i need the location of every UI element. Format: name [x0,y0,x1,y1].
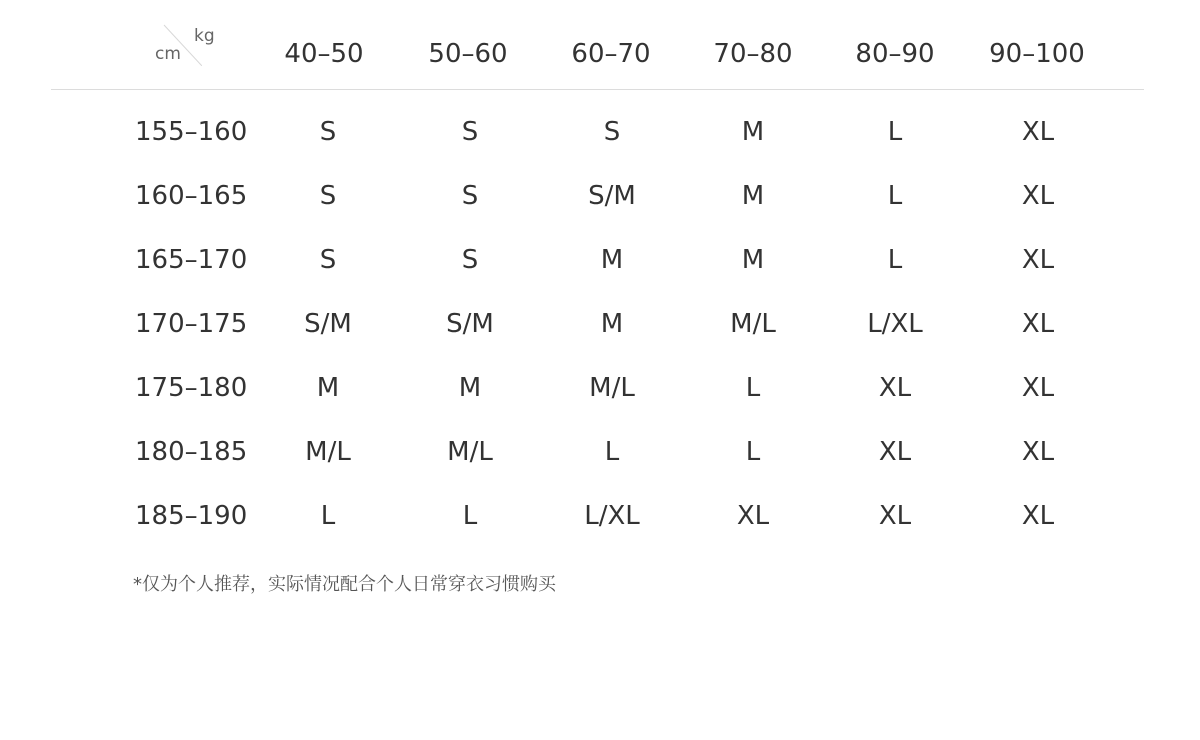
size-cell: M [600,245,624,275]
size-cell: M [741,181,765,211]
size-cell: XL [736,501,770,531]
size-cell: XL [878,373,912,403]
size-cell: L [745,373,761,403]
size-cell: XL [1021,181,1055,211]
row-header-height-range: 185–190 [135,501,248,531]
size-cell: XL [1021,245,1055,275]
column-header-weight-range: 40–50 [284,39,364,69]
column-header-weight-range: 90–100 [989,39,1085,69]
size-cell: L/XL [584,501,640,531]
size-cell: M/L [589,373,635,403]
size-cell: XL [1021,117,1055,147]
size-cell: S [461,245,479,275]
size-cell: S [319,117,337,147]
row-header-height-range: 160–165 [135,181,248,211]
size-cell: S [461,181,479,211]
table-row [0,304,1200,344]
corner-header-cell [150,22,220,70]
size-cell: L [745,437,761,467]
recommendation-footnote: *仅为个人推荐，实际情况配合个人日常穿衣习惯购买 [133,574,556,595]
size-cell: S [461,117,479,147]
size-cell: M/L [730,309,776,339]
column-header-weight-range: 80–90 [855,39,935,69]
size-cell: S/M [446,309,494,339]
size-cell: S [603,117,621,147]
row-header-height-range: 155–160 [135,117,248,147]
size-cell: M/L [447,437,493,467]
header-divider [51,89,1144,90]
table-header-row [0,0,1200,90]
weight-unit-label: kg [194,26,215,46]
size-cell: L [887,245,903,275]
size-cell: S [319,245,337,275]
size-cell: L [462,501,478,531]
size-cell: XL [878,437,912,467]
row-header-height-range: 170–175 [135,309,248,339]
row-header-height-range: 175–180 [135,373,248,403]
size-cell: M [741,245,765,275]
table-row [0,176,1200,216]
size-cell: L [887,117,903,147]
size-cell: XL [878,501,912,531]
table-row [0,496,1200,536]
table-row [0,368,1200,408]
size-cell: L [604,437,620,467]
size-cell: M [316,373,340,403]
size-cell: S/M [304,309,352,339]
size-cell: S/M [588,181,636,211]
size-cell: M/L [305,437,351,467]
table-row [0,432,1200,472]
size-cell: M [458,373,482,403]
table-row [0,240,1200,280]
size-cell: XL [1021,437,1055,467]
size-cell: XL [1021,373,1055,403]
column-header-weight-range: 70–80 [713,39,793,69]
size-cell: L [320,501,336,531]
height-unit-label: cm [155,44,181,64]
size-cell: M [600,309,624,339]
column-header-weight-range: 60–70 [571,39,651,69]
size-cell: S [319,181,337,211]
table-row [0,112,1200,152]
size-cell: M [741,117,765,147]
column-header-weight-range: 50–60 [428,39,508,69]
size-cell: L/XL [867,309,923,339]
row-header-height-range: 165–170 [135,245,248,275]
row-header-height-range: 180–185 [135,437,248,467]
size-cell: XL [1021,501,1055,531]
size-cell: L [887,181,903,211]
size-cell: XL [1021,309,1055,339]
